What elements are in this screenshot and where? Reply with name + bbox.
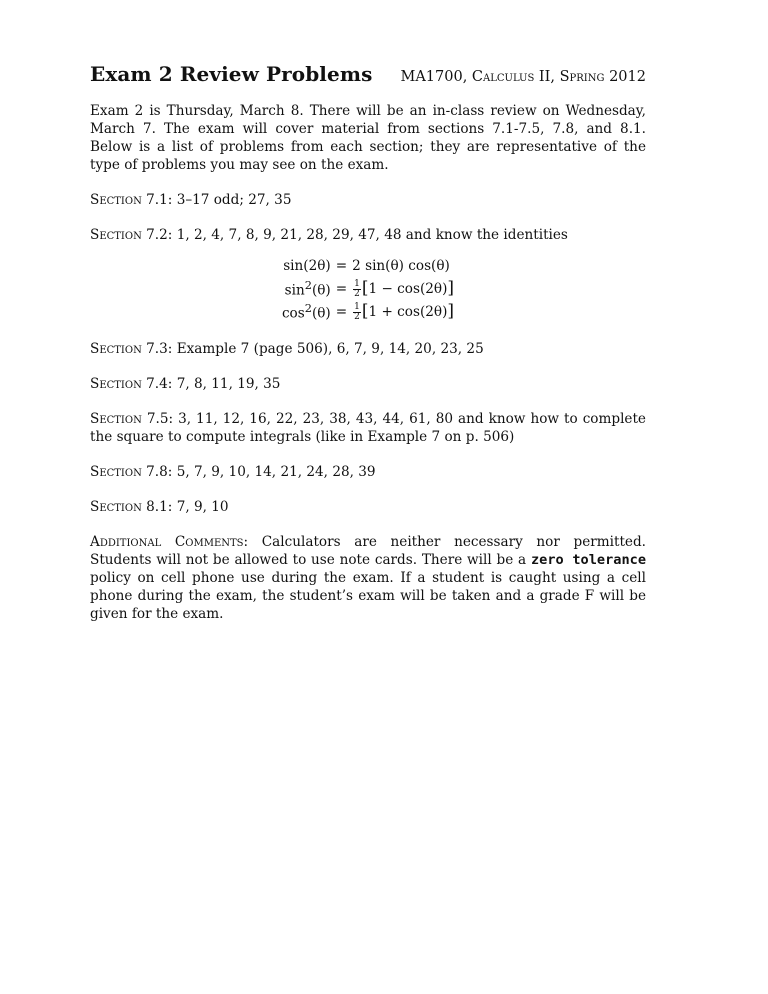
section-problems: 3–17 odd; 27, 35 [176,192,292,208]
additional-comments [90,533,646,623]
section-7-2 [90,226,646,244]
function-name: cos [281,305,305,322]
section-problems: 3, 11, 12, 16, 22, 23, 38, 43, 44, 61, 80 and know how to complete the square to compute integrals (like in Example 7 on p. 506) [90,411,646,445]
zero-tolerance-emphasis: zero tolerance [530,552,646,568]
half-fraction [353,280,361,299]
section-label: Section 7.4: [90,376,173,392]
identities-table [282,254,454,323]
section-label: Section 7.8: [90,464,173,480]
identity-row [282,300,454,323]
exponent: 2 [304,301,312,316]
section-7-1 [90,191,646,209]
course-info: MA1700, Calculus II, Spring 2012 [400,69,646,85]
comments-text-after: policy on cell phone use during the exam. If a student is caught using a cell phone during the exam, the student’s exam will be taken and a grade F will be given for the exam. [90,570,646,622]
section-problems: 7, 8, 11, 19, 35 [176,376,281,392]
identity-rhs [352,300,454,323]
identity-lhs [282,277,331,300]
document-content [90,62,646,623]
trig-identities [90,254,646,323]
left-bracket: [ [361,301,369,321]
fraction-numerator: 1 [354,279,360,289]
function-argument: (θ) [311,282,331,299]
identity-lhs: sin(2θ) [283,257,331,274]
half-fraction [353,303,361,322]
fraction-numerator: 1 [354,302,360,312]
title-line [90,62,646,92]
equals-sign: = [335,303,348,320]
intro-paragraph: Exam 2 is Thursday, March 8. There will be an in-class review on Wednesday, March 7. The exam will cover material from sections 7.1-7.5, 7.8, and 8.1. Below is a list of problems from each section; they are representative of the type of problems you may see on the exam. [90,103,646,173]
section-label: Section 7.1: [90,192,173,208]
section-label: Section 7.3: [90,341,173,357]
section-7-5 [90,410,646,446]
section-8-1 [90,498,646,516]
fraction-denominator: 2 [354,289,360,299]
section-7-4 [90,375,646,393]
identity-rhs [352,277,454,300]
bracket-content: 1 − cos(2θ) [368,281,448,297]
section-problems: Example 7 (page 506), 6, 7, 9, 14, 20, 23, 25 [176,341,484,357]
page-title: Exam 2 Review Problems [90,62,373,86]
bracket-content: 1 + cos(2θ) [368,304,448,320]
section-7-3 [90,340,646,358]
comments-text-before: Calculators are neither necessary nor permitted. Students will not be allowed to use note cards. There will be a [90,534,646,568]
right-bracket: ] [447,278,455,298]
identity-rhs: 2 sin(θ) cos(θ) [352,257,450,274]
identity-row [282,254,454,277]
section-label: Section 7.5: [90,411,174,427]
exponent: 2 [304,278,312,293]
identity-row [282,277,454,300]
section-label: Section 7.2: [90,227,173,243]
section-problems: 7, 9, 10 [176,499,229,515]
fraction-denominator: 2 [354,312,360,322]
section-problems: 5, 7, 9, 10, 14, 21, 24, 28, 39 [176,464,376,480]
comments-label: Additional Comments: [90,534,249,550]
equals-sign: = [335,257,348,274]
section-label: Section 8.1: [90,499,173,515]
equals-sign: = [335,280,348,297]
left-bracket: [ [361,278,369,298]
identity-lhs [282,300,331,323]
right-bracket: ] [447,301,455,321]
section-problems: 1, 2, 4, 7, 8, 9, 21, 28, 29, 47, 48 and know the identities [176,227,568,243]
function-name: sin [284,282,305,299]
function-argument: (θ) [311,305,331,322]
section-7-8 [90,463,646,481]
